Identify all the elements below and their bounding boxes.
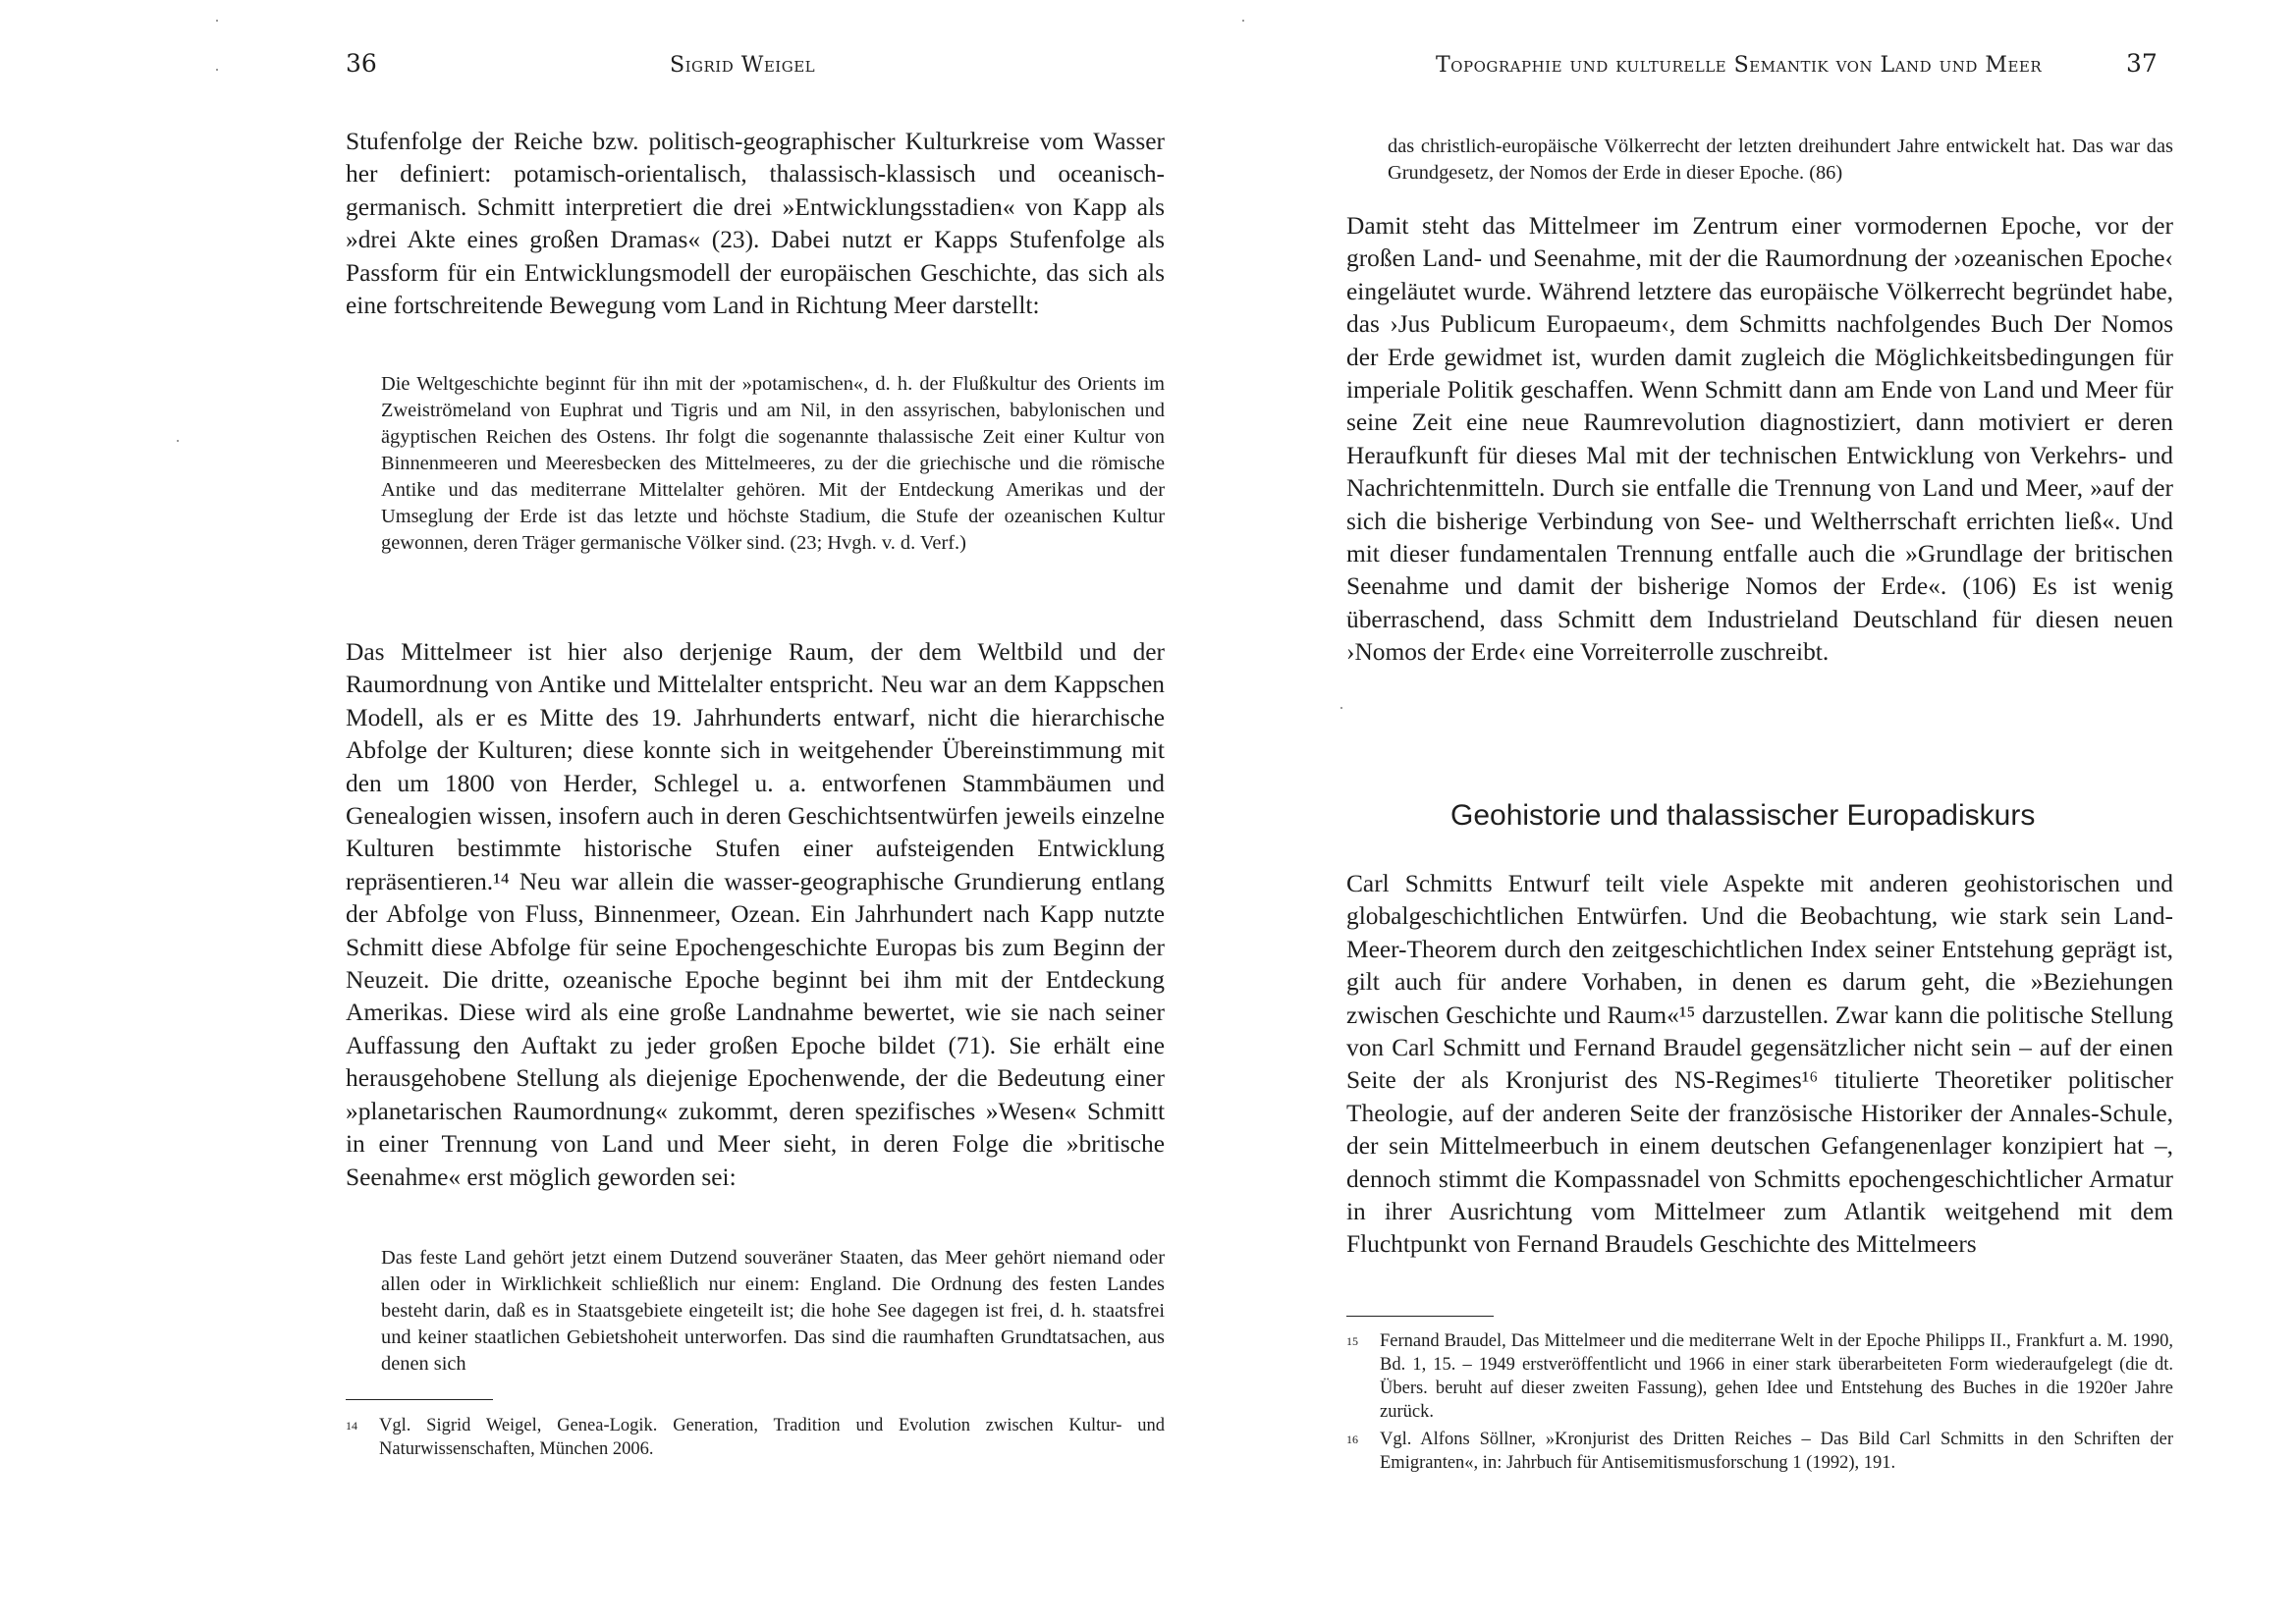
footnote-text: Vgl. Sigrid Weigel, Genea-Logik. Generation, Tradition und Evolution zwischen Kultur- und Naturwissenschaften, München 2006. bbox=[379, 1416, 1165, 1459]
body-paragraph: Stufenfolge der Reiche bzw. politisch-geographischer Kulturkreise vom Wasser her definiert: potamisch-orientalisch, thalassisch-klassisch und oceanisch-germanisch. Schmitt interpretiert die drei »Entwicklungsstadien« von Kapp als »drei Akte eines großen Dramas« (23). Dabei nutzt er Kapps Stufenfolge als Passform für ein Entwicklungsmodell der europäischen Geschichte, das sich als eine fortschreitende Bewegung vom Land in Richtung Meer darstellt: bbox=[346, 128, 1165, 320]
page-number: 36 bbox=[346, 49, 377, 78]
block-quote-continuation: das christlich-europäische Völkerrecht der letzten dreihundert Jahre entwickelt hat. Das war das Grundgesetz, der Nomos der Erde in dieser Epoche. (86) bbox=[1388, 135, 2173, 184]
footnote bbox=[346, 1414, 1165, 1461]
body-paragraph: Damit steht das Mittelmeer im Zentrum einer vormodernen Epoche, vor der großen Land- und Seenahme, mit der die Raumordnung der ›ozeanischen Epoche‹ eingeläutet wurde. Während letztere das europäische Völkerrecht begründet habe, das ›Jus Publicum Europaeum‹, dem Schmitts nachfolgendes Buch Der Nomos der Erde gewidmet ist, wurden damit zugleich die Möglichkeitsbedingungen für imperiale Politik geschaffen. Wenn Schmitt dann am Ende von Land und Meer für seine Zeit eine neue Raumrevolution diagnostiziert, dann motiviert er deren Heraufkunft für dieses Mal mit der technischen Entwicklung von Verkehrs- und Nachrichtenmitteln. Durch sie entfalle die Trennung von Land und Meer, »auf der sich die bisherige Verbindung von See- und Weltherrschaft errichten ließ«. Und mit dieser fundamentalen Trennung entfalle auch die »Grundlage der britischen Seenahme und damit der bisherige Nomos der Erde«. (106) Es ist wenig überraschend, dass Schmitt dem Industrieland Deutschland für diesen neuen ›Nomos der Erde‹ eine Vorreiterrolle zuschreibt. bbox=[1346, 212, 2173, 667]
page-number: 37 bbox=[2126, 49, 2158, 78]
footnote bbox=[1346, 1428, 2173, 1475]
section-heading: Geohistorie und thalassischer Europadiskurs bbox=[1450, 799, 2036, 832]
scan-speck bbox=[1242, 20, 1244, 22]
scan-speck bbox=[216, 20, 218, 22]
body-paragraph: Das Mittelmeer ist hier also derjenige Raum, der dem Weltbild und der Raumordnung von Antike und Mittelalter entspricht. Neu war an dem Kappschen Modell, als er es Mitte des 19. Jahrhunderts entwarf, nicht die hierarchische Abfolge der Kulturen; diese konnte sich in weitgehender Übereinstimmung mit den um 1800 von Herder, Schlegel u. a. entworfenen Stammbäumen und Genealogien wissen, insofern auch in deren Geschichtsentwürfen jeweils einzelne Kulturen bestimmte historische Stufen einer aufsteigenden Entwicklung repräsentieren.¹⁴ Neu war allein die wasser-geographische Grundierung entlang der Abfolge von Fluss, Binnenmeer, Ozean. Ein Jahrhundert nach Kapp nutzte Schmitt diese Abfolge für seine Epochengeschichte Europas bis zum Beginn der Neuzeit. Die dritte, ozeanische Epoche beginnt bei ihm mit der Entdeckung Amerikas. Diese wird als eine große Landnahme bewertet, wie sie nach seiner Auffassung den Auftakt zu jeder großen Epoche bildet (71). Sie erhält eine herausgehobene Stellung als diejenige Epochenwende, der die Bedeutung einer »planetarischen Raumordnung« zukommt, deren spezifisches »Wesen« Schmitt in einer Trennung von Land und Meer sieht, in deren Folge die »britische Seenahme« erst möglich geworden sei: bbox=[346, 638, 1165, 1191]
footnote bbox=[1346, 1329, 2173, 1424]
footnote-rule bbox=[346, 1399, 493, 1400]
scan-speck bbox=[177, 440, 179, 442]
footnote-number: 15 bbox=[1346, 1334, 1358, 1348]
running-head: Sigrid Weigel bbox=[670, 53, 816, 78]
block-quote: Die Weltgeschichte beginnt für ihn mit der »potamischen«, d. h. der Flußkultur des Orients im Zweiströmeland von Euphrat und Tigris und am Nil, in den assyrischen, babylonischen und ägyptischen Reichen des Ostens. Ihr folgt die sogenannte thalassische Zeit einer Kultur von Binnenmeeren und Meeresbecken des Mittelmeeres, zu der die griechische und die römische Antike und das mediterrane Mittelalter gehören. Mit der Entdeckung Amerikas und der Umseglung der Erde ist das letzte und höchste Stadium, die Stufe der ozeanischen Kultur gewonnen, deren Träger germanische Völker sind. (23; Hvgh. v. d. Verf.) bbox=[381, 373, 1165, 554]
footnote-text: Vgl. Alfons Söllner, »Kronjurist des Dritten Reiches – Das Bild Carl Schmitts in den Schriften der Emigranten«, in: Jahrbuch für Antisemitismusforschung 1 (1992), 191. bbox=[1380, 1430, 2173, 1473]
scan-speck bbox=[1340, 707, 1342, 709]
running-head: Topographie und kulturelle Semantik von Land und Meer bbox=[1436, 53, 2043, 78]
footnote-rule bbox=[1346, 1316, 1494, 1317]
body-paragraph: Carl Schmitts Entwurf teilt viele Aspekte mit anderen geohistorischen und globalgeschichtlichen Entwürfen. Und die Beobachtung, wie stark sein Land-Meer-Theorem durch den zeitgeschichtlichen Index seiner Entstehung geprägt ist, gilt auch für andere Vorhaben, in denen es darum geht, die »Beziehungen zwischen Geschichte und Raum«¹⁵ darzustellen. Zwar kann die politische Stellung von Carl Schmitt und Fernand Braudel gegensätzlicher nicht sein – auf der einen Seite der als Kronjurist des NS-Regimes¹⁶ titulierte Theoretiker politischer Theologie, auf der anderen Seite der französische Historiker der Annales-Schule, der sein Mittelmeerbuch in einem deutschen Gefangenenlager konzipiert hat –, dennoch stimmt die Kompassnadel von Schmitts epochengeschichtlicher Armatur in ihrer Ausrichtung vom Mittelmeer zum Atlantik weitgehend mit dem Fluchtpunkt von Fernand Braudels Geschichte des Mittelmeers bbox=[1346, 870, 2173, 1259]
footnote-number: 16 bbox=[1346, 1433, 1358, 1446]
footnote-number: 14 bbox=[346, 1419, 357, 1433]
right-page bbox=[1148, 0, 2296, 1623]
block-quote: Das feste Land gehört jetzt einem Dutzend souveräner Staaten, das Meer gehört niemand oder allen oder in Wirklichkeit schließlich nur einem: England. Die Ordnung des festen Landes besteht darin, daß es in Staatsgebiete eingeteilt ist; die hohe See dagegen ist frei, d. h. staatsfrei und keiner staatlichen Gebietshoheit unterworfen. Das sind die raumhaften Grundtatsachen, aus denen sich bbox=[381, 1247, 1165, 1375]
footnote-text: Fernand Braudel, Das Mittelmeer und die mediterrane Welt in der Epoche Philipps II., Frankfurt a. M. 1990, Bd. 1, 15. – 1949 erstveröffentlicht und 1966 in einer stark überarbeiteten Form wiederaufgelegt (die dt. Übers. beruht auf dieser zweiten Fassung), gehen Idee und Entstehung des Buches in die 1920er Jahre zurück. bbox=[1380, 1331, 2173, 1422]
scan-speck bbox=[216, 69, 218, 71]
